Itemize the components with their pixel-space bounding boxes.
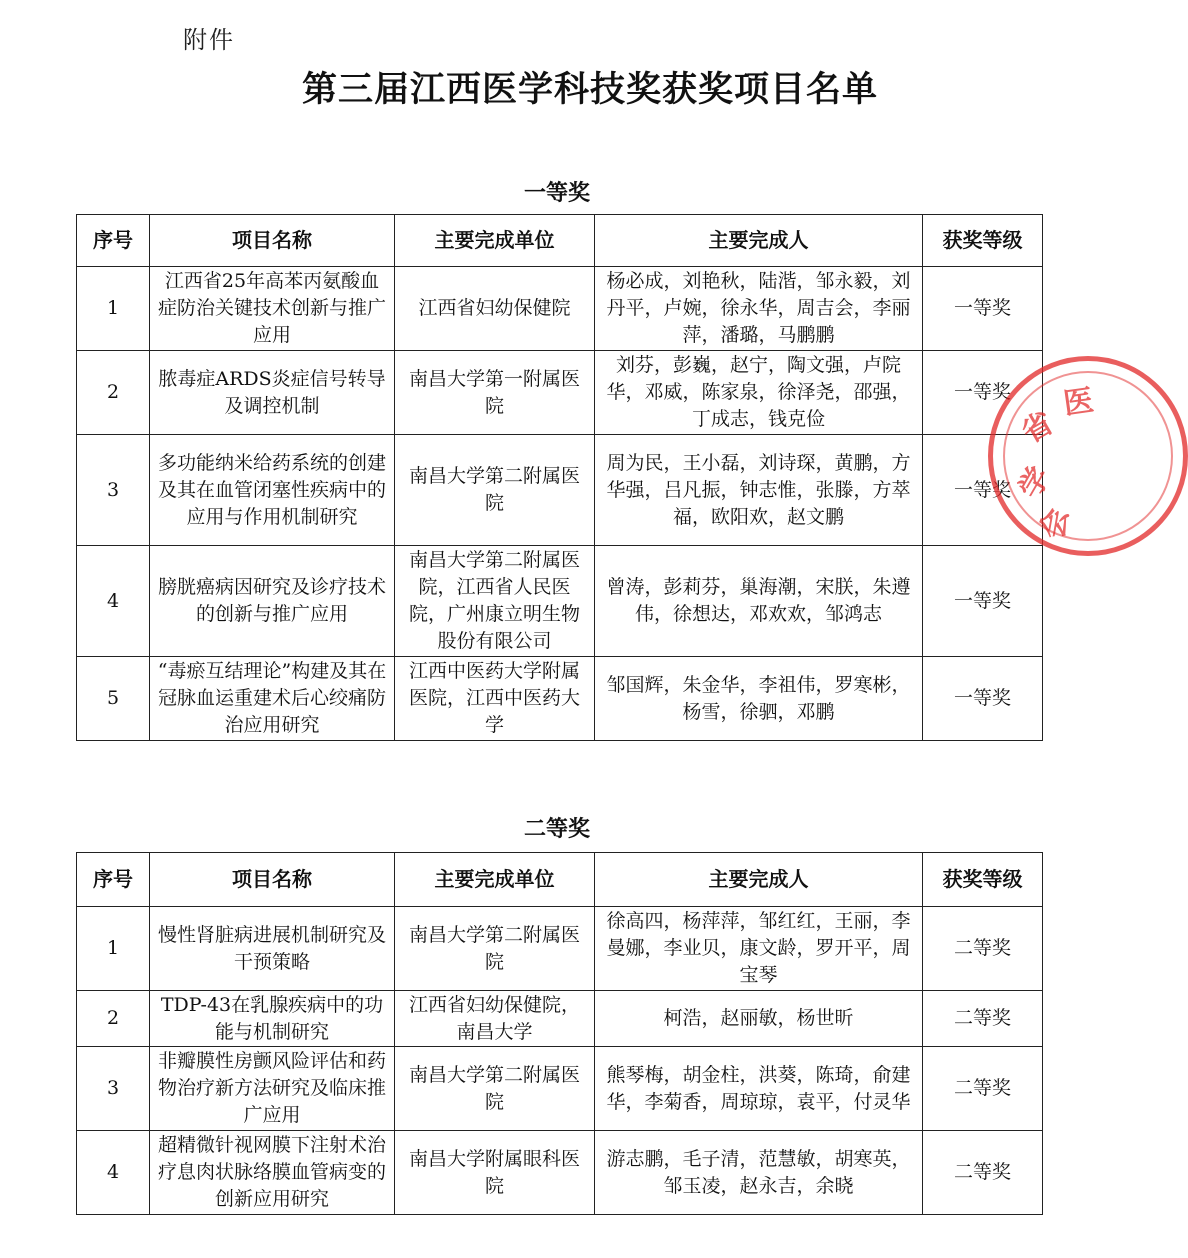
table-row: [77, 1047, 1043, 1131]
cell-level: 二等奖: [923, 1131, 1043, 1215]
seal-char: 医: [1061, 383, 1096, 422]
first-prize-table: [76, 214, 1043, 741]
cell-project: 脓毒症ARDS炎症信号转导及调控机制: [150, 351, 395, 435]
cell-persons: 周为民，王小磊，刘诗琛，黄鹏，方华强，吕凡振，钟志惟，张滕，方萃福，欧阳欢，赵文鹏: [595, 435, 923, 546]
cell-persons: 曾涛，彭莉芬，巢海潮，宋朕，朱遵伟，徐想达，邓欢欢，邹鸿志: [595, 546, 923, 657]
cell-seq: 3: [77, 435, 150, 546]
cell-persons: 游志鹏，毛子清，范慧敏，胡寒英，邹玉凌，赵永吉，余晓: [595, 1131, 923, 1215]
cell-seq: 3: [77, 1047, 150, 1131]
cell-level: 一等奖: [923, 435, 1043, 546]
cell-seq: 4: [77, 1131, 150, 1215]
cell-unit: 南昌大学第二附属医院，江西省人民医院，广州康立明生物股份有限公司: [395, 546, 595, 657]
cell-project: 慢性肾脏病进展机制研究及干预策略: [150, 907, 395, 991]
cell-level: 二等奖: [923, 907, 1043, 991]
cell-seq: 2: [77, 351, 150, 435]
table-row: [77, 546, 1043, 657]
table-header-row: [77, 215, 1043, 267]
cell-seq: 2: [77, 991, 150, 1047]
cell-level: 二等奖: [923, 991, 1043, 1047]
header-project: 项目名称: [150, 215, 395, 267]
table-row: [77, 351, 1043, 435]
section-heading-second-prize: 二等奖: [523, 817, 590, 842]
seal-char: 省: [1016, 405, 1060, 451]
cell-seq: 5: [77, 657, 150, 741]
cell-project: TDP-43在乳腺疾病中的功能与机制研究: [150, 991, 395, 1047]
header-unit: 主要完成单位: [395, 853, 595, 907]
annex-label: 附件: [183, 26, 235, 54]
cell-level: 一等奖: [923, 351, 1043, 435]
cell-project: 江西省25年高苯丙氨酸血症防治关键技术创新与推广应用: [150, 267, 395, 351]
cell-unit: 江西中医药大学附属医院，江西中医药大学: [395, 657, 595, 741]
cell-seq: 1: [77, 907, 150, 991]
second-prize-table: [76, 852, 1043, 1215]
header-unit: 主要完成单位: [395, 215, 595, 267]
header-seq: 序号: [77, 215, 150, 267]
seal-char: 学: [1012, 461, 1058, 505]
cell-seq: 4: [77, 546, 150, 657]
header-level: 获奖等级: [923, 215, 1043, 267]
cell-persons: 熊琴梅，胡金柱，洪葵，陈琦，俞建华，李菊香，周琼琼，袁平，付灵华: [595, 1047, 923, 1131]
header-level: 获奖等级: [923, 853, 1043, 907]
section-heading-first-prize: 一等奖: [523, 181, 590, 206]
table-header-row: [77, 853, 1043, 907]
table-row: [77, 435, 1043, 546]
cell-persons: 邹国辉，朱金华，李祖伟，罗寒彬，杨雪，徐驷，邓鹏: [595, 657, 923, 741]
header-persons: 主要完成人: [595, 215, 923, 267]
cell-unit: 南昌大学附属眼科医院: [395, 1131, 595, 1215]
seal-char: 会: [1035, 505, 1076, 542]
table-row: [77, 267, 1043, 351]
cell-seq: 1: [77, 267, 150, 351]
cell-project: 超精微针视网膜下注射术治疗息肉状脉络膜血管病变的创新应用研究: [150, 1131, 395, 1215]
cell-project: 多功能纳米给药系统的创建及其在血管闭塞性疾病中的应用与作用机制研究: [150, 435, 395, 546]
cell-unit: 南昌大学第二附属医院: [395, 435, 595, 546]
cell-project: 非瓣膜性房颤风险评估和药物治疗新方法研究及临床推广应用: [150, 1047, 395, 1131]
document-title: 第三届江西医学科技奖获奖项目名单: [301, 70, 878, 110]
cell-level: 一等奖: [923, 267, 1043, 351]
header-persons: 主要完成人: [595, 853, 923, 907]
table-row: [77, 1131, 1043, 1215]
table-row: [77, 991, 1043, 1047]
cell-project: 膀胱癌病因研究及诊疗技术的创新与推广应用: [150, 546, 395, 657]
cell-persons: 徐高四，杨萍萍，邹红红，王丽，李曼娜，李业贝，康文龄，罗开平，周宝琴: [595, 907, 923, 991]
cell-persons: 刘芬，彭巍，赵宁，陶文强，卢院华，邓威，陈家泉，徐泽尧，邵强，丁成志，钱克俭: [595, 351, 923, 435]
table-row: [77, 657, 1043, 741]
cell-project: “毒瘀互结理论”构建及其在冠脉血运重建术后心绞痛防治应用研究: [150, 657, 395, 741]
cell-persons: 杨必成，刘艳秋，陆湝，邹永毅，刘丹平，卢婉，徐永华，周吉会，李丽萍，潘璐，马鹏鹏: [595, 267, 923, 351]
cell-level: 一等奖: [923, 657, 1043, 741]
header-seq: 序号: [77, 853, 150, 907]
header-project: 项目名称: [150, 853, 395, 907]
table-row: [77, 907, 1043, 991]
cell-unit: 江西省妇幼保健院: [395, 267, 595, 351]
cell-level: 一等奖: [923, 546, 1043, 657]
cell-unit: 江西省妇幼保健院，南昌大学: [395, 991, 595, 1047]
cell-unit: 南昌大学第二附属医院: [395, 907, 595, 991]
cell-unit: 南昌大学第一附属医院: [395, 351, 595, 435]
cell-unit: 南昌大学第二附属医院: [395, 1047, 595, 1131]
cell-level: 二等奖: [923, 1047, 1043, 1131]
cell-persons: 柯浩，赵丽敏，杨世昕: [595, 991, 923, 1047]
